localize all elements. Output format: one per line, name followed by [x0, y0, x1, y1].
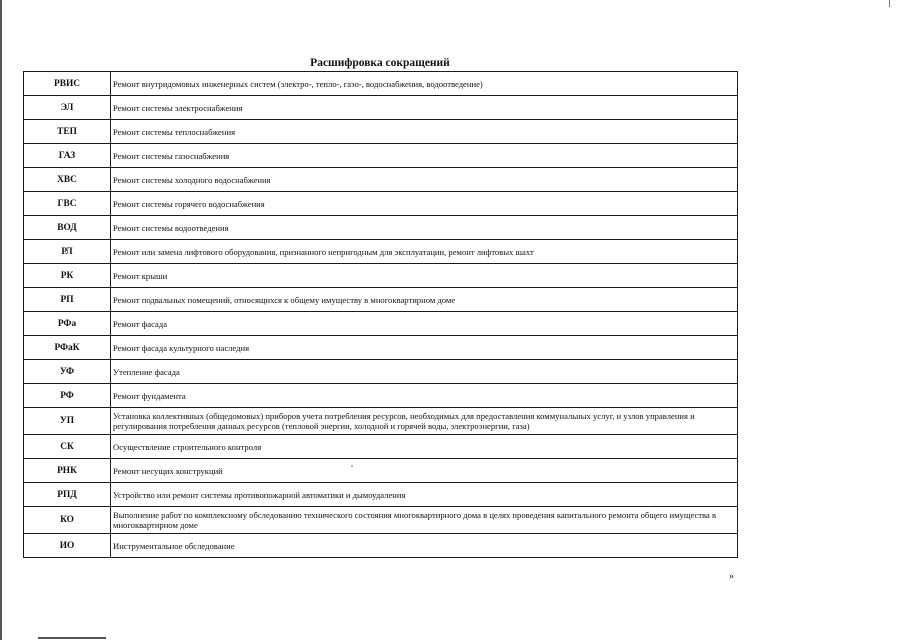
- abbreviation-code: РП: [24, 288, 111, 312]
- abbreviation-code: ВОД: [24, 216, 111, 240]
- abbreviation-description: Ремонт системы теплоснабжения: [111, 120, 738, 144]
- abbreviation-code: РФ: [24, 384, 111, 408]
- abbreviation-description: Выполнение работ по комплексному обследованию технического состояния многоквартирного дома в целях проведения капитального ремонта общего имущества в многоквартирном доме: [111, 507, 738, 534]
- abbreviation-code: РФа: [24, 312, 111, 336]
- abbreviation-code: РФаК: [24, 336, 111, 360]
- closing-quote-mark: »: [729, 571, 734, 582]
- abbreviation-code: ГАЗ: [24, 144, 111, 168]
- scan-mark-bottom: [38, 637, 106, 639]
- scan-mark-top: [889, 0, 890, 7]
- table-title: Расшифровка сокращений: [310, 57, 450, 69]
- abbreviation-description: Ремонт системы холодного водоснабжения: [111, 168, 738, 192]
- abbreviations-table: [23, 71, 738, 558]
- table-row: [24, 459, 738, 483]
- table-row: [24, 483, 738, 507]
- abbreviation-code: ГВС: [24, 192, 111, 216]
- table-row: [24, 312, 738, 336]
- abbreviation-code: УФ: [24, 360, 111, 384]
- abbreviation-description: Ремонт фасада культурного наследия: [111, 336, 738, 360]
- abbreviation-description: Ремонт несущих конструкций: [111, 459, 738, 483]
- abbreviation-code: ТЕП: [24, 120, 111, 144]
- abbreviation-code: ИО: [24, 534, 111, 558]
- abbreviation-code: УП: [24, 408, 111, 435]
- table-row: [24, 507, 738, 534]
- abbreviation-description: Ремонт крыши: [111, 264, 738, 288]
- table-row: [24, 168, 738, 192]
- abbreviation-code: СК: [24, 435, 111, 459]
- table-row: [24, 240, 738, 264]
- abbreviation-code: РПД: [24, 483, 111, 507]
- abbreviation-description: Осуществление строительного контроля: [111, 435, 738, 459]
- abbreviation-description: Ремонт фасада: [111, 312, 738, 336]
- table-row: [24, 72, 738, 96]
- abbreviation-code: РЛ: [24, 240, 111, 264]
- table-row: [24, 534, 738, 558]
- scan-left-edge: [0, 0, 2, 640]
- abbreviation-code: ХВС: [24, 168, 111, 192]
- table-row: [24, 336, 738, 360]
- abbreviation-description: Ремонт системы водоотведения: [111, 216, 738, 240]
- table-row: [24, 216, 738, 240]
- abbreviation-code: ЭЛ: [24, 96, 111, 120]
- abbreviation-description: Устройство или ремонт системы противопожарной автоматики и дымоудаления: [111, 483, 738, 507]
- abbreviation-description: Ремонт фундамента: [111, 384, 738, 408]
- abbreviation-description: Ремонт системы газоснабжения: [111, 144, 738, 168]
- abbreviation-code: РВИС: [24, 72, 111, 96]
- table-row: [24, 384, 738, 408]
- abbreviation-description: Утепление фасада: [111, 360, 738, 384]
- table-row: [24, 264, 738, 288]
- table-row: [24, 360, 738, 384]
- table-row: [24, 192, 738, 216]
- abbreviation-description: Ремонт системы электроснабжения: [111, 96, 738, 120]
- table-row: [24, 144, 738, 168]
- table-row: [24, 408, 738, 435]
- abbreviation-description: Ремонт подвальных помещений, относящихся к общему имуществу в многоквартирном доме: [111, 288, 738, 312]
- abbreviation-code: КО: [24, 507, 111, 534]
- abbreviation-description: Ремонт или замена лифтового оборудования, признанного непригодным для эксплуатации, ремонт лифтовых шахт: [111, 240, 738, 264]
- table-row: [24, 96, 738, 120]
- table-row: [24, 288, 738, 312]
- abbreviation-description: Ремонт внутридомовых инженерных систем (электро-, тепло-, газо-, водоснабжения, водоотведение): [111, 72, 738, 96]
- abbreviation-description: Инструментальное обследование: [111, 534, 738, 558]
- abbreviation-description: Установка коллективных (общедомовых) приборов учета потребления ресурсов, необходимых для предоставления коммунальных услуг, и узлов управления и регулирования потребления данных ресурсов (тепловой энергии, холодной и горячей воды, электроэнергии, газа): [111, 408, 738, 435]
- abbreviation-code: РНК: [24, 459, 111, 483]
- abbreviation-code: РК: [24, 264, 111, 288]
- abbreviation-description: Ремонт системы горячего водоснабжения: [111, 192, 738, 216]
- table-row: [24, 435, 738, 459]
- table-row: [24, 120, 738, 144]
